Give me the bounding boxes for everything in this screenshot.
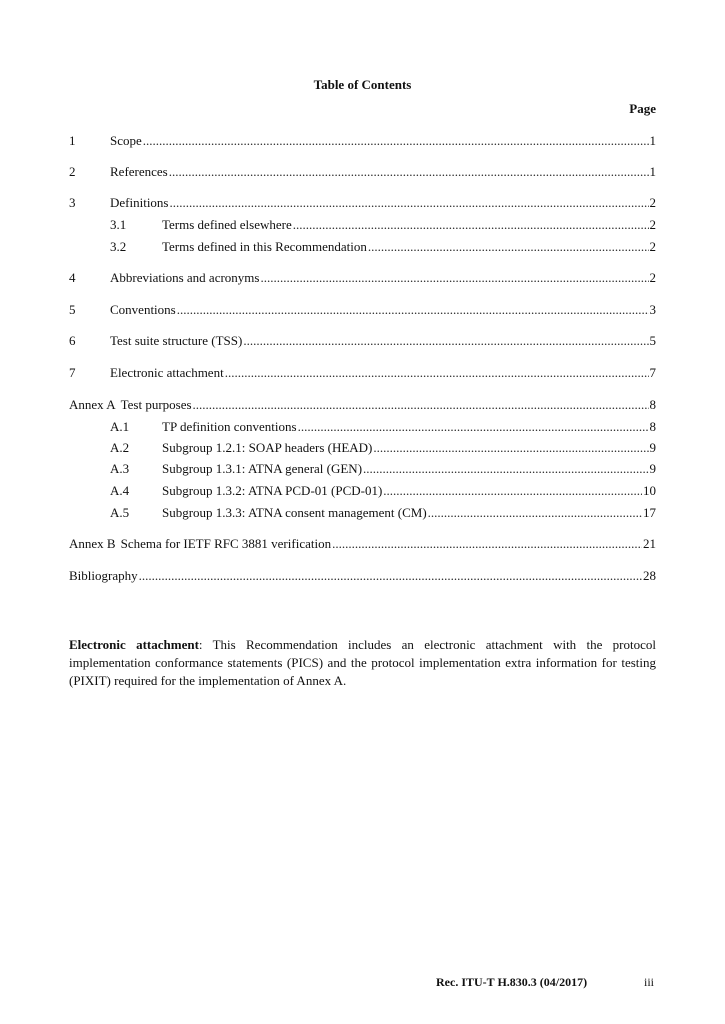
toc-leader-dots xyxy=(260,269,648,286)
toc-entry[interactable] xyxy=(69,269,656,286)
toc-entry-title: Abbreviations and acronyms xyxy=(110,270,260,285)
toc-entry-page: 9 xyxy=(649,461,656,476)
toc-entry[interactable] xyxy=(69,332,656,349)
toc-entry-number: A.4 xyxy=(110,483,130,498)
toc-entry-page: 21 xyxy=(643,536,656,551)
toc-entry-title: Test suite structure (TSS) xyxy=(110,333,243,348)
toc-entry-number: 3.1 xyxy=(110,217,127,232)
toc-subentry[interactable] xyxy=(110,238,656,255)
toc-bibliography-entry[interactable] xyxy=(69,567,656,584)
toc-entry-title: References xyxy=(110,164,168,179)
toc-entry-title: TP definition conventions xyxy=(162,419,297,434)
note-text: : This Recommendation includes an electronic attachment with the protocol implementation conformance statements (PICS) and the protocol implementation extra information for testing (PIXIT) required for the implementation of Annex A. xyxy=(69,637,656,688)
toc-entry-number: 2 xyxy=(69,164,76,179)
toc-entry-number: Annex A xyxy=(69,397,116,412)
footer-page-number: iii xyxy=(644,975,655,989)
toc-leader-dots xyxy=(243,332,648,349)
toc-entry-title: Electronic attachment xyxy=(110,365,224,380)
toc-leader-dots xyxy=(298,418,649,435)
toc-leader-dots xyxy=(363,460,648,477)
toc-leader-dots xyxy=(373,439,648,456)
toc-subentry[interactable] xyxy=(110,418,656,435)
toc-entry-title: Bibliography xyxy=(69,568,138,583)
toc-entry-number: 6 xyxy=(69,333,76,348)
electronic-attachment-note xyxy=(69,636,656,690)
note-label: Electronic attachment xyxy=(69,637,199,652)
toc-entry[interactable] xyxy=(69,194,656,211)
toc-leader-dots xyxy=(170,194,649,211)
toc-entry-number: A.1 xyxy=(110,419,130,434)
toc-leader-dots xyxy=(225,364,649,381)
toc-entry-number: A.3 xyxy=(110,461,130,476)
toc-leader-dots xyxy=(293,216,649,233)
toc-heading: Table of Contents xyxy=(313,77,412,92)
toc-entry[interactable] xyxy=(69,364,656,381)
toc-entry-page: 7 xyxy=(649,365,656,380)
toc-subentry[interactable] xyxy=(110,460,656,477)
toc-entry-title: Terms defined elsewhere xyxy=(162,217,292,232)
toc-leader-dots xyxy=(332,535,642,552)
toc-leader-dots xyxy=(428,504,642,521)
toc-leader-dots xyxy=(368,238,649,255)
toc-entry-page: 8 xyxy=(649,397,656,412)
footer-reference: Rec. ITU-T H.830.3 (04/2017) xyxy=(436,975,588,989)
page-column-label: Page xyxy=(629,101,656,116)
toc-entry-number: Annex B xyxy=(69,536,116,551)
toc-entry[interactable] xyxy=(69,163,656,180)
toc-entry-number: 7 xyxy=(69,365,76,380)
toc-entry-page: 9 xyxy=(649,440,656,455)
toc-entry-title: Schema for IETF RFC 3881 verification xyxy=(120,536,332,551)
toc-entry-page: 2 xyxy=(649,195,656,210)
toc-entry-number: 3.2 xyxy=(110,239,127,254)
toc-entry-page: 5 xyxy=(649,333,656,348)
toc-entry-page: 1 xyxy=(649,133,656,148)
toc-subentry[interactable] xyxy=(110,504,656,521)
toc-entry-title: Test purposes xyxy=(120,397,192,412)
toc-entry-page: 10 xyxy=(643,483,656,498)
toc-entry-title: Scope xyxy=(110,133,142,148)
toc-entry[interactable] xyxy=(69,301,656,318)
toc-entry-number: 5 xyxy=(69,302,76,317)
toc-leader-dots xyxy=(193,396,649,413)
toc-entry-title: Subgroup 1.3.2: ATNA PCD-01 (PCD-01) xyxy=(162,483,383,498)
toc-annex-entry[interactable] xyxy=(69,535,656,552)
toc-leader-dots xyxy=(383,482,642,499)
toc-annex-entry[interactable] xyxy=(69,396,656,413)
toc-entry-page: 3 xyxy=(649,302,656,317)
toc-entry-page: 8 xyxy=(649,419,656,434)
toc-entry-title: Subgroup 1.3.1: ATNA general (GEN) xyxy=(162,461,363,476)
toc-entry-page: 28 xyxy=(643,568,656,583)
toc-entry-page: 2 xyxy=(649,239,656,254)
toc-entry-number: 1 xyxy=(69,133,76,148)
toc-entry-page: 17 xyxy=(643,505,656,520)
toc-entry-title: Definitions xyxy=(110,195,169,210)
toc-leader-dots xyxy=(169,163,649,180)
toc-entry-number: A.5 xyxy=(110,505,130,520)
toc-entry-number: 3 xyxy=(69,195,76,210)
toc-entry-page: 1 xyxy=(649,164,656,179)
toc-subentry[interactable] xyxy=(110,439,656,456)
toc-leader-dots xyxy=(139,567,642,584)
toc-entry[interactable] xyxy=(69,132,656,149)
toc-entry-page: 2 xyxy=(649,217,656,232)
toc-entry-title: Subgroup 1.2.1: SOAP headers (HEAD) xyxy=(162,440,373,455)
toc-subentry[interactable] xyxy=(110,482,656,499)
toc-leader-dots xyxy=(143,132,649,149)
toc-entry-number: 4 xyxy=(69,270,76,285)
toc-entry-title: Terms defined in this Recommendation xyxy=(162,239,367,254)
toc-leader-dots xyxy=(177,301,649,318)
toc-entry-title: Conventions xyxy=(110,302,176,317)
toc-entry-number: A.2 xyxy=(110,440,130,455)
toc-entry-page: 2 xyxy=(649,270,656,285)
toc-entry-title: Subgroup 1.3.3: ATNA consent management (CM) xyxy=(162,505,427,520)
toc-subentry[interactable] xyxy=(110,216,656,233)
